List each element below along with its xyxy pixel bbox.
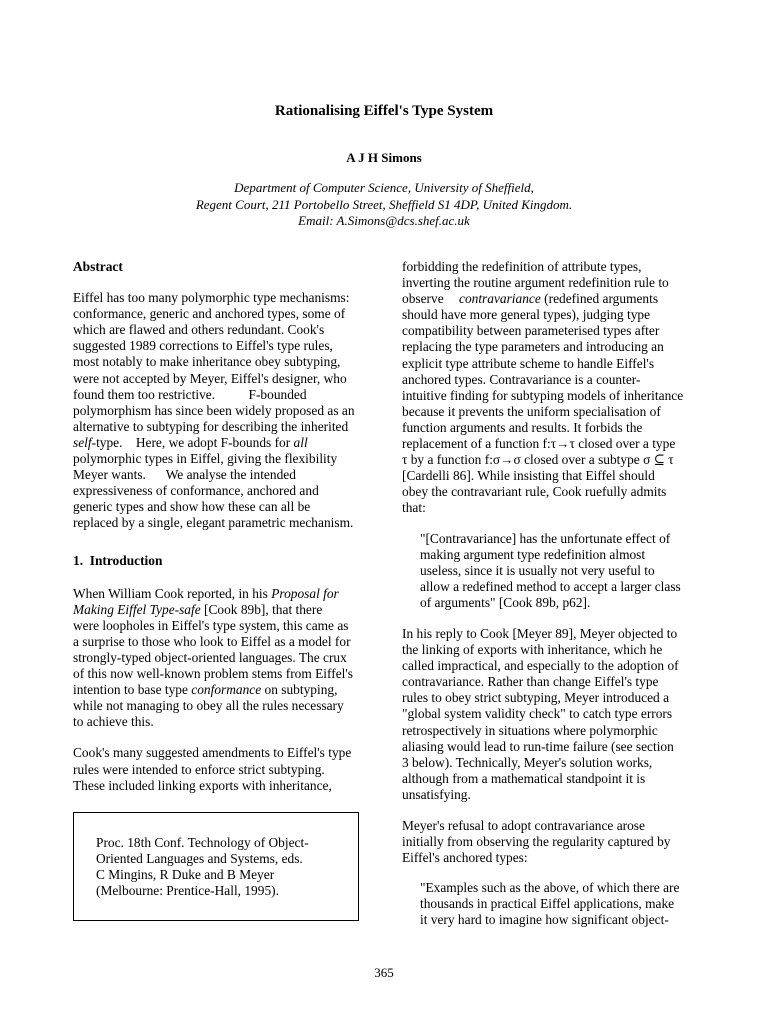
introduction-heading: 1. Introduction — [73, 552, 163, 568]
text-line: while not managing to obey all the rules necessary — [73, 698, 344, 714]
proceedings-text — [96, 835, 309, 899]
text-line: thousands in practical Eiffel applications, make — [420, 896, 675, 912]
text-line: Proc. 18th Conf. Technology of Object- — [96, 835, 309, 850]
text-line — [402, 291, 695, 307]
affiliation-line: Department of Computer Science, University of Sheffield, — [234, 180, 534, 195]
text-line: Meyer's refusal to adopt contravariance arose — [402, 818, 645, 833]
text-line: strongly-typed object-oriented languages. The crux — [73, 649, 347, 665]
text-line — [73, 586, 366, 602]
text-line: Eiffel's anchored types: — [402, 850, 528, 866]
text-line: initially from observing the regularity captured by — [402, 834, 671, 850]
text-line: Meyer wants. We analyse the intended — [73, 467, 296, 483]
text-line: the linking of exports with inheritance, which he — [402, 642, 663, 658]
text-line — [73, 682, 366, 698]
text-line: In his reply to Cook [Meyer 89], Meyer objected to — [402, 625, 678, 641]
italic-conformance: conformance — [191, 682, 262, 698]
text-line: contravariance. Rather than change Eiffel's type — [402, 674, 659, 690]
italic-all: all — [293, 434, 308, 450]
text-line: Oriented Languages and Systems, eds. — [96, 851, 303, 867]
text-fragment: When William Cook reported, in his — [73, 585, 272, 601]
text-line: useless, since it is usually not very useful to — [420, 562, 655, 578]
right-paragraph-3 — [402, 818, 695, 866]
text-line: anchored types. Contravariance is a counter- — [402, 371, 641, 387]
text-line: found them too restrictive. F-bounded — [73, 386, 307, 402]
text-line: [Cardelli 86]. While insisting that Eiffel should — [402, 468, 655, 484]
text-fragment: observe — [402, 291, 447, 307]
text-line: forbidding the redefinition of attribute types, — [402, 259, 642, 274]
intro-paragraph-2 — [73, 745, 366, 793]
text-line: because it prevents the uniform specialisation of — [402, 403, 661, 419]
text-line: replacing the type parameters and introducing an — [402, 339, 664, 355]
text-line: called impractical, and especially to the adoption of — [402, 658, 679, 674]
text-line: inverting the routine argument redefinition rule to — [402, 275, 669, 291]
text-line: of this now well-known problem stems from Eiffel's — [73, 666, 353, 682]
text-line — [73, 602, 366, 618]
author-name: A J H Simons — [346, 150, 422, 165]
italic-title: Making Eiffel Type-safe — [73, 601, 201, 617]
text-line: of arguments" [Cook 89b, p62]. — [420, 594, 591, 610]
italic-title: Proposal for — [271, 585, 339, 601]
text-line: function arguments and results. It forbids the — [402, 419, 643, 435]
text-line: polymorphism has since been widely proposed as an — [73, 402, 355, 418]
text-fragment: [Cook 89b], that there — [200, 601, 323, 617]
text-line: most notably to make inheritance obey subtyping, — [73, 354, 341, 370]
text-line: replaced by a single, elegant parametric mechanism. — [73, 515, 354, 531]
text-line: making argument type redefinition almost — [420, 546, 646, 562]
text-line: aliasing would lead to run-time failure (see section — [402, 738, 674, 754]
affiliation-line: Regent Court, 211 Portobello Street, Sheffield S1 4DP, United Kingdom. — [195, 197, 573, 212]
text-line: were not accepted by Meyer, Eiffel's designer, who — [73, 370, 347, 386]
text-line: "Examples such as the above, of which there are — [420, 880, 680, 896]
text-line: intuitive finding for subtyping models of inheritance — [402, 387, 684, 403]
text-line: Eiffel has too many polymorphic type mechanisms: — [73, 290, 350, 306]
text-line: expressiveness of conformance, anchored and — [73, 483, 319, 499]
text-fragment: intention to base type — [73, 682, 192, 698]
text-line: alternative to subtyping for describing the inherited — [73, 418, 349, 434]
abstract-body — [73, 290, 366, 531]
block-quote — [420, 531, 695, 611]
text-line: replacement of a function f:τ→τ closed over a type — [402, 436, 676, 452]
text-line: Cook's many suggested amendments to Eiffel's type — [73, 745, 352, 761]
left-column — [73, 259, 366, 794]
text-line: unsatisfying. — [402, 786, 471, 802]
right-paragraph-2 — [402, 626, 695, 803]
intro-paragraph-1 — [73, 586, 366, 731]
text-line — [73, 435, 366, 451]
page-number: 365 — [374, 965, 394, 980]
text-line: allow a redefined method to accept a larger class — [420, 578, 681, 594]
text-line: which are flawed and others redundant. Cook's — [73, 322, 325, 338]
text-line: obey the contravariant rule, Cook ruefully admits — [402, 484, 667, 500]
text-line: explicit type attribute scheme to handle Eiffel's — [402, 355, 655, 371]
text-line: to achieve this. — [73, 714, 154, 730]
text-line: 3 below). Technically, Meyer's solution works, — [402, 754, 653, 770]
text-line: τ by a function f:σ→σ closed over a subtype σ ⊆ τ — [402, 452, 674, 468]
text-line: suggested 1989 corrections to Eiffel's type rules, — [73, 338, 333, 354]
text-line: retrospectively in situations where polymorphic — [402, 722, 658, 738]
text-fragment: (redefined arguments — [540, 291, 659, 307]
text-line: "[Contravariance] has the unfortunate effect of — [420, 530, 671, 546]
paper-title: Rationalising Eiffel's Type System — [274, 103, 494, 119]
abstract-heading: Abstract — [73, 259, 123, 274]
italic-contravariance: contravariance — [459, 291, 541, 307]
text-line: although from a mathematical standpoint it is — [402, 770, 646, 786]
text-line: generic types and show how these can all be — [73, 499, 311, 515]
text-line: rules were intended to enforce strict subtyping. — [73, 761, 325, 777]
text-fragment: on subtyping, — [261, 682, 338, 698]
right-paragraph-1 — [402, 259, 695, 517]
italic-self: self — [73, 434, 92, 450]
text-line: conformance, generic and anchored types, some of — [73, 306, 346, 322]
text-line: C Mingins, R Duke and B Meyer — [96, 867, 275, 883]
affiliation-email: Email: A.Simons@dcs.shef.ac.uk — [298, 213, 470, 228]
text-line: "global system validity check" to catch type errors — [402, 706, 673, 722]
block-quote — [420, 880, 695, 928]
text-line: compatibility between parameterised types after — [402, 323, 660, 339]
text-line: that: — [402, 500, 426, 516]
text-line: should have more general types), judging type — [402, 307, 651, 323]
text-line: a surprise to those who look to Eiffel as a model for — [73, 633, 351, 649]
text-line: These included linking exports with inheritance, — [73, 777, 332, 793]
text-line: polymorphic types in Eiffel, giving the flexibility — [73, 451, 338, 467]
right-column — [402, 259, 695, 929]
text-line: it very hard to imagine how significant object- — [420, 912, 669, 928]
text-line: rules to obey strict subtyping, Meyer introduced a — [402, 690, 670, 706]
proceedings-box — [73, 812, 359, 921]
text-line: (Melbourne: Prentice-Hall, 1995). — [96, 883, 279, 899]
text-line: were loopholes in Eiffel's type system, this came as — [73, 617, 349, 633]
text-fragment: -type. Here, we adopt F-bounds for — [91, 434, 294, 450]
